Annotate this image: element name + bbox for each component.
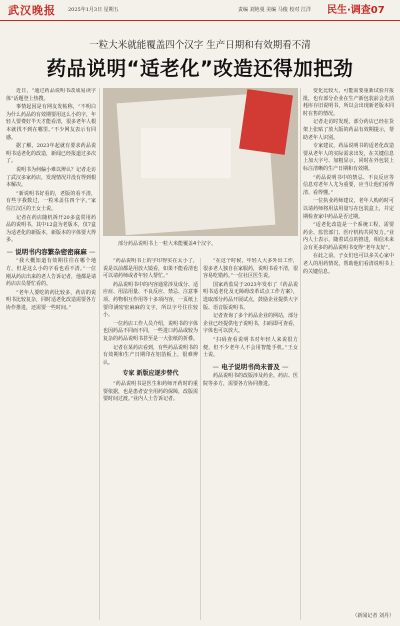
column-divider	[200, 258, 201, 620]
section-badge: 民生·调查07	[327, 5, 385, 16]
kicker: 一粒大米就能覆盖四个汉字 生产日期和有效期看不清	[89, 40, 311, 51]
sign-off: （新闻记者 刘丹）	[352, 613, 394, 619]
article-column-4	[303, 88, 394, 620]
article-column-2	[103, 258, 198, 620]
article-column-3	[203, 258, 298, 620]
column-divider	[300, 88, 301, 620]
paragraph: 近日，“通过药品说明书改成易读字体”话题登上热搜。	[6, 88, 96, 102]
newspaper-logo: 武汉晚报	[8, 4, 56, 17]
paragraph: 一位执业药师建议，老年人购药时可以请药师将用法用量写在包装盒上，并定期检查家中药品是否过期。	[303, 198, 394, 220]
col4-paragraphs	[303, 88, 394, 276]
paragraph: 国家药监局于2023年发布了《药品说明书适老化及无障碍改革试点工作方案》，选取部分药品开展试点，鼓励企业提供大字版、语音版说明书。	[203, 281, 298, 311]
col1-paragraphs	[6, 88, 96, 245]
paragraph: 记者查询了多个药品企业的网站，部分企业已经提供电子说明书，扫码即可查看，字体也可以放大。	[203, 313, 298, 335]
editors-credit: 责编 刘艳曼 美编 马俊 校对 江洋	[238, 7, 311, 13]
paragraph: “扫码查看说明书对年轻人来说很方便，但不少老年人不会用智能手机。”王女士说。	[203, 336, 298, 359]
paragraph: “适老化改造是一个系统工程，需要药企、监管部门、医疗机构共同发力。”业内人士表示，随着试点的推进，相信未来会有更多的药品说明书变得“老年友好”。	[303, 222, 394, 251]
paragraph: 变化比较大，可能需要重新试验并报批，也有部分企业在生产新包装前会先消耗库存旧说明书，所以会出现新老版本同时在售的情况。	[303, 88, 394, 117]
col1b-paragraphs	[6, 258, 96, 312]
column-divider	[99, 88, 100, 620]
col2b-paragraphs	[103, 381, 198, 404]
col3b-paragraphs	[203, 373, 298, 388]
paragraph: 在此之前，子女们也可以多关心家中老人的用药情况，帮助他们看清说明书上的关键信息。	[303, 253, 394, 275]
paragraph: “药品说明书中的禁忌、不良反应等信息对老年人尤为重要，应当让他们看得清、看得懂。”	[303, 174, 394, 196]
issue-date: 2025年1月3日 星期五	[68, 7, 119, 13]
col3-paragraphs	[203, 258, 298, 360]
paragraph: 专家建议，药品说明书的适老化改造要从老年人的实际需求出发，在关键信息上加大字号、加粗显示，同时在外包装上标注清晰的生产日期和有效期。	[303, 143, 394, 172]
photo-caption: 部分药品说明书上一粒大米能覆盖4个汉字。	[118, 241, 217, 247]
paragraph: 据了解，2023年起就有要求药品说明书适老化的改造，新闻已经报道过多次了。	[6, 143, 96, 165]
paragraph: 一位药店工作人员介绍，说明书的字体也因药品不同而不同，一些进口药品或较为复杂的药品说明书甚至是一大张纸的折叠。	[103, 320, 198, 342]
medicine-box-image	[239, 89, 293, 155]
paragraph: 记者走访时发现，部分药店已经在货架上张贴了放大版的药品有效期提示，帮助老年人识别。	[303, 119, 394, 141]
leaflet-detail	[141, 128, 231, 178]
paragraph: 药品说明书中的内容通常涉及成分、适应症、用法用量、不良反应、禁忌、注意事项、药物相互作用等十多项内容，一页纸上要印满密密麻麻的文字，所以字号往往较小。	[103, 281, 198, 319]
subheading-3: — 电子说明书尚未普及 —	[212, 362, 289, 371]
article-column-1	[6, 88, 96, 620]
paragraph: 药品说明书的改版涉及药企、药店、医院等多方，需要各方协同推进。	[203, 373, 298, 387]
paragraph: 说明书为何偏小难以辨认？记者走访了武汉多家药店，发现情况并没有得到根本解决。	[6, 166, 96, 189]
paragraph: 事情起因是有网友发帖称，“不明白为什么药品的有效期要用这么小的字，年轻人要费好半天才能看清，很多老年人根本就找不到在哪里。”不少网友表示有同感。	[6, 104, 96, 141]
paragraph: “我大概知道有效期往往在哪个地方，但是这么小的字看也看不清。”一位刚从药店出来的老人告诉记者，他都是请药店店员帮忙看的。	[6, 258, 96, 288]
paragraph: 记者在某药店看到，有些药品说明书的有效期和生产日期印在铝箔板上，很难辨认。	[103, 344, 198, 366]
paragraph: 记者在药店随机拆开20多盒常用药品的说明书，其中12盒为老版本，仅7盒为适老化的新版本，新版本的字体要大得多。	[6, 214, 96, 244]
headline: 药品说明“适老化”改造还得加把劲	[46, 57, 354, 80]
paragraph: “药品说明书是医生和药师开药时的重要依据，也是患者安全用药的保障，改版需要时间过渡。”业内人士告诉记者。	[103, 380, 198, 403]
paragraph: “药品说明书上的字印得实在太小了，说是以前都是用放大镜看，如果不能看清也可以请药师或者年轻人帮忙。”	[103, 258, 198, 280]
col2-paragraphs	[103, 258, 198, 367]
subheading-2: 专家 新版应逐步替代	[122, 370, 179, 378]
paragraph: “新说明书好看的，老版的看不清，有些字我数过，一粒米盖住四个字。”家住江汉区的王女士说。	[6, 190, 96, 212]
paragraph: “老年人要吃的药比较多，药店的说明书比较复杂，同时适老化改造需要各方协作推进，还需要一些时间。”	[6, 289, 96, 312]
subheading-1: — 说明书内容繁杂密密麻麻 —	[6, 247, 96, 256]
article-photo	[103, 88, 298, 236]
paragraph: “在这个时候，年轻人大多外出工作，很多老人独自在家服药，说明书看不清，很容易吃错药。”一位社区医生说。	[203, 258, 298, 280]
masthead	[0, 0, 400, 21]
